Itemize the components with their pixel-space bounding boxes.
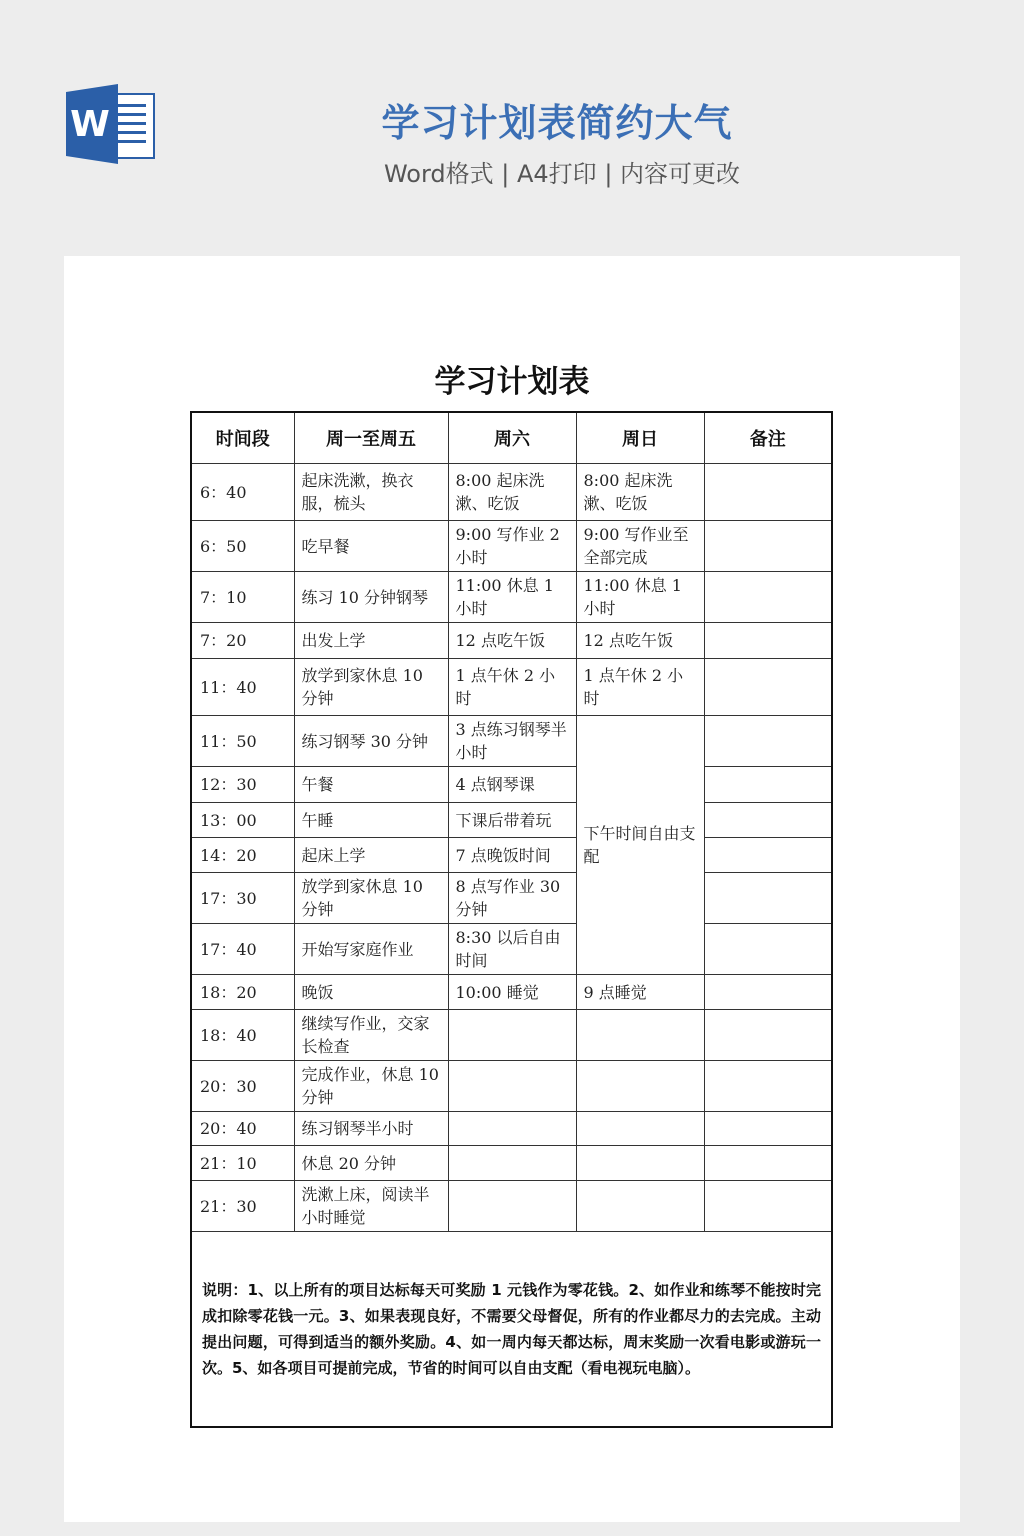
time-cell: 17：30 [191, 873, 294, 924]
weekday-cell: 练习 10 分钟钢琴 [294, 572, 448, 623]
notes-text: 说明：1、以上所有的项目达标每天可奖励 1 元钱作为零花钱。2、如作业和练琴不能按时完成扣除零花钱一元。3、如果表现良好，不需要父母督促，所有的作业都尽力的去完成。主动提出问题，可得到适当的额外奖励。4、如一周内每天都达标，周末奖励一次看电影或游玩一次。5、如各项目可提前完成，节省的时间可以自由支配（看电视玩电脑）。 [191, 1232, 832, 1428]
column-header-sunday: 周日 [576, 412, 704, 464]
weekday-cell: 放学到家休息 10 分钟 [294, 873, 448, 924]
time-cell: 20：30 [191, 1061, 294, 1112]
study-plan-table [190, 411, 833, 1428]
column-header-note: 备注 [704, 412, 832, 464]
sunday-cell [576, 1181, 704, 1232]
saturday-cell: 8:30 以后自由时间 [448, 924, 576, 975]
page-subtitle: Word格式 | A4打印 | 内容可更改 [383, 160, 741, 188]
note-cell [704, 464, 832, 521]
sunday-cell [576, 1010, 704, 1061]
sunday-merged-cell: 下午时间自由支配 [576, 716, 704, 975]
time-cell: 11：40 [191, 659, 294, 716]
table-row [191, 716, 832, 767]
sunday-cell [576, 1146, 704, 1181]
table-row [191, 1112, 832, 1146]
weekday-cell: 继续写作业，交家长检查 [294, 1010, 448, 1061]
table-row [191, 521, 832, 572]
note-cell [704, 1010, 832, 1061]
time-cell: 21：10 [191, 1146, 294, 1181]
time-cell: 11：50 [191, 716, 294, 767]
weekday-cell: 起床洗漱，换衣服，梳头 [294, 464, 448, 521]
weekday-cell: 休息 20 分钟 [294, 1146, 448, 1181]
note-cell [704, 1061, 832, 1112]
weekday-cell: 完成作业，休息 10 分钟 [294, 1061, 448, 1112]
saturday-cell: 下课后带着玩 [448, 803, 576, 838]
note-cell [704, 716, 832, 767]
saturday-cell: 4 点钢琴课 [448, 767, 576, 803]
weekday-cell: 练习钢琴 30 分钟 [294, 716, 448, 767]
note-cell [704, 1112, 832, 1146]
sunday-cell: 8:00 起床洗漱、吃饭 [576, 464, 704, 521]
page-title: 学习计划表简约大气 [381, 101, 733, 145]
note-cell [704, 924, 832, 975]
note-cell [704, 1146, 832, 1181]
sunday-cell [576, 1112, 704, 1146]
word-logo-letter: W [70, 104, 110, 145]
time-cell: 13：00 [191, 803, 294, 838]
time-cell: 7：10 [191, 572, 294, 623]
time-cell: 18：20 [191, 975, 294, 1010]
weekday-cell: 出发上学 [294, 623, 448, 659]
saturday-cell [448, 1146, 576, 1181]
saturday-cell: 8 点写作业 30 分钟 [448, 873, 576, 924]
saturday-cell [448, 1010, 576, 1061]
note-cell [704, 1181, 832, 1232]
time-cell: 21：30 [191, 1181, 294, 1232]
table-row [191, 975, 832, 1010]
time-cell: 20：40 [191, 1112, 294, 1146]
sunday-cell: 9 点睡觉 [576, 975, 704, 1010]
saturday-cell [448, 1181, 576, 1232]
sunday-cell: 1 点午休 2 小时 [576, 659, 704, 716]
saturday-cell: 3 点练习钢琴半小时 [448, 716, 576, 767]
time-cell: 6：40 [191, 464, 294, 521]
note-cell [704, 803, 832, 838]
sunday-cell: 12 点吃午饭 [576, 623, 704, 659]
saturday-cell: 1 点午休 2 小时 [448, 659, 576, 716]
time-cell: 7：20 [191, 623, 294, 659]
saturday-cell: 7 点晚饭时间 [448, 838, 576, 873]
notes-row [191, 1232, 832, 1428]
note-cell [704, 767, 832, 803]
saturday-cell: 10:00 睡觉 [448, 975, 576, 1010]
column-header-time: 时间段 [191, 412, 294, 464]
table-row [191, 924, 832, 975]
sunday-cell: 11:00 休息 1 小时 [576, 572, 704, 623]
table-row [191, 873, 832, 924]
note-cell [704, 521, 832, 572]
note-cell [704, 838, 832, 873]
table-row [191, 1146, 832, 1181]
weekday-cell: 练习钢琴半小时 [294, 1112, 448, 1146]
weekday-cell: 开始写家庭作业 [294, 924, 448, 975]
saturday-cell: 9:00 写作业 2 小时 [448, 521, 576, 572]
time-cell: 17：40 [191, 924, 294, 975]
time-cell: 6：50 [191, 521, 294, 572]
weekday-cell: 洗漱上床，阅读半小时睡觉 [294, 1181, 448, 1232]
sunday-cell [576, 1061, 704, 1112]
note-cell [704, 659, 832, 716]
weekday-cell: 放学到家休息 10 分钟 [294, 659, 448, 716]
table-row [191, 623, 832, 659]
saturday-cell: 12 点吃午饭 [448, 623, 576, 659]
weekday-cell: 晚饭 [294, 975, 448, 1010]
column-header-saturday: 周六 [448, 412, 576, 464]
note-cell [704, 623, 832, 659]
table-row [191, 803, 832, 838]
weekday-cell: 起床上学 [294, 838, 448, 873]
saturday-cell [448, 1061, 576, 1112]
saturday-cell [448, 1112, 576, 1146]
note-cell [704, 873, 832, 924]
table-row [191, 572, 832, 623]
sunday-cell: 9:00 写作业至全部完成 [576, 521, 704, 572]
column-header-weekday: 周一至周五 [294, 412, 448, 464]
weekday-cell: 午餐 [294, 767, 448, 803]
time-cell: 12：30 [191, 767, 294, 803]
table-row [191, 1010, 832, 1061]
time-cell: 18：40 [191, 1010, 294, 1061]
note-cell [704, 572, 832, 623]
table-row [191, 659, 832, 716]
document-title: 学习计划表 [434, 364, 590, 400]
table-row [191, 767, 832, 803]
weekday-cell: 吃早餐 [294, 521, 448, 572]
saturday-cell: 8:00 起床洗漱、吃饭 [448, 464, 576, 521]
time-cell: 14：20 [191, 838, 294, 873]
saturday-cell: 11:00 休息 1 小时 [448, 572, 576, 623]
table-row [191, 838, 832, 873]
table-row [191, 464, 832, 521]
table-row [191, 1181, 832, 1232]
weekday-cell: 午睡 [294, 803, 448, 838]
table-header-row [191, 412, 832, 464]
table-row [191, 1061, 832, 1112]
note-cell [704, 975, 832, 1010]
